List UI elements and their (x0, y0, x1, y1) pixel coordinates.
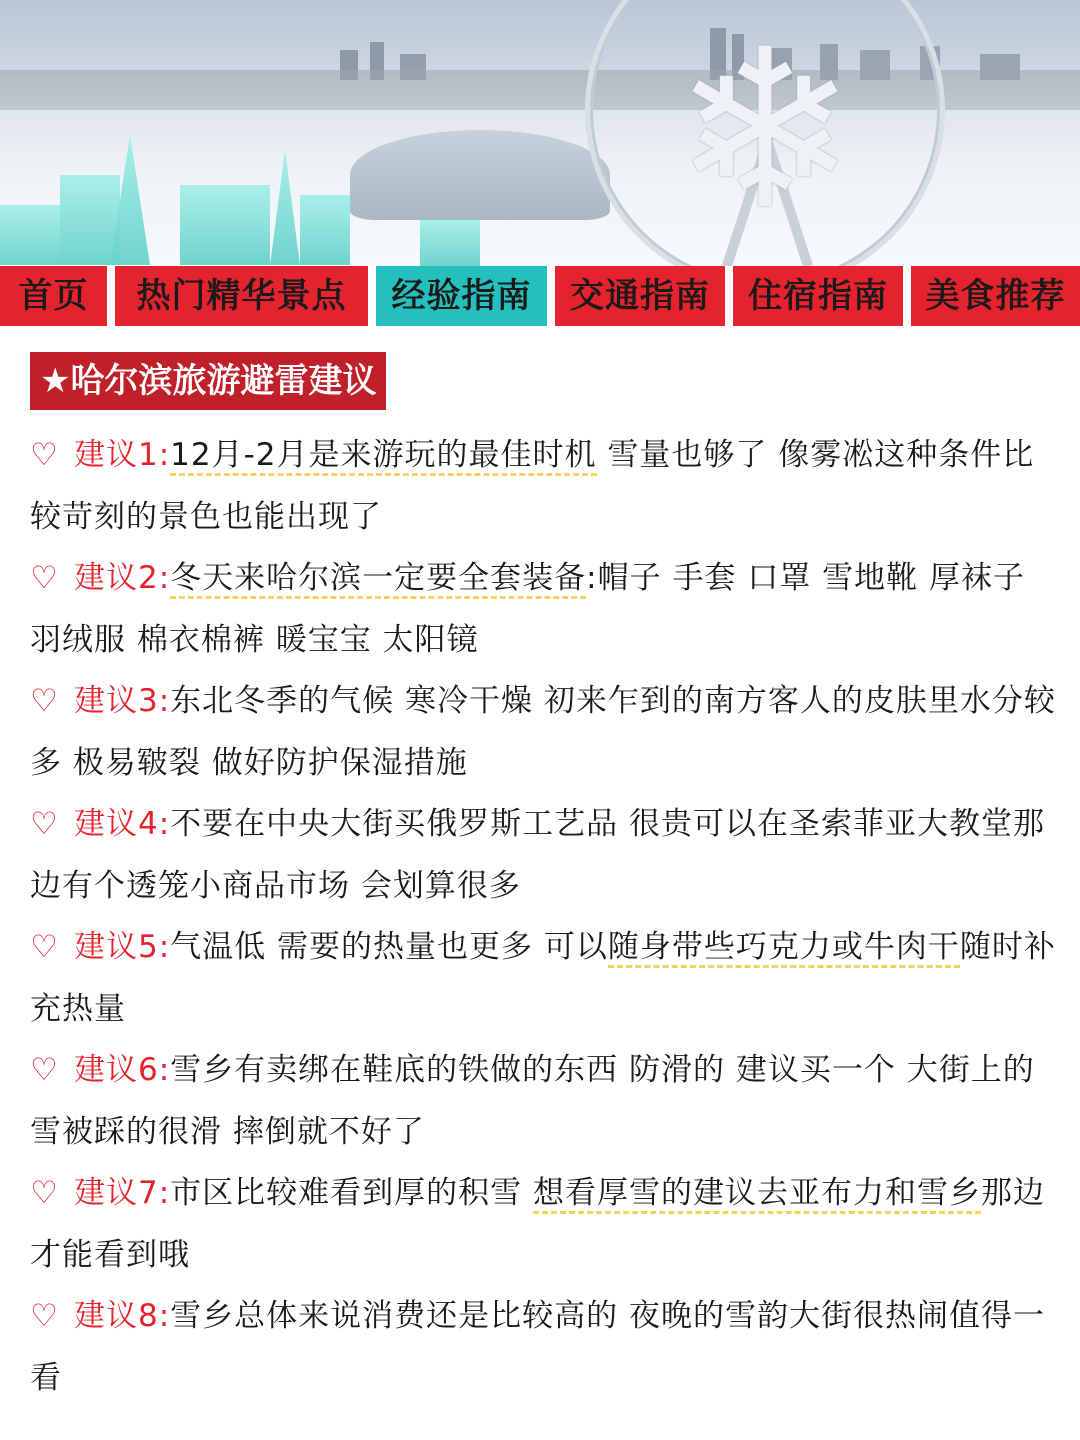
tip-text: 那边才能看到哦 (30, 1175, 1046, 1273)
tip-label: 建议7: (74, 1175, 171, 1211)
tip-item (30, 794, 1060, 917)
tab-bar (0, 266, 1080, 326)
tab-lodging-guide[interactable]: 住宿指南 (733, 266, 903, 326)
tip-label: 建议8: (74, 1298, 171, 1334)
snowflake-icon: ❄ (672, 2, 858, 258)
tip-item (30, 1163, 1060, 1286)
tip-highlight-text: 想看厚雪的建议去亚布力和雪乡 (533, 1175, 981, 1214)
tip-item (30, 548, 1060, 671)
tab-transport-guide[interactable]: 交通指南 (555, 266, 725, 326)
tab-popular-spots[interactable]: 热门精华景点 (115, 266, 368, 326)
tip-label: 建议5: (74, 929, 171, 965)
ice-sculpture (420, 220, 480, 266)
heart-icon: ♡ (30, 1175, 59, 1211)
tips-list (30, 425, 1060, 1409)
tip-highlight-text: 随身带些巧克力或牛肉干 (608, 929, 960, 968)
heart-icon: ♡ (30, 806, 59, 842)
heart-icon: ♡ (30, 560, 59, 596)
tip-text: 气温低 需要的热量也更多 可以 (170, 929, 608, 965)
tip-text: 市区比较难看到厚的积雪 (170, 1175, 534, 1211)
tip-label: 建议6: (74, 1052, 171, 1088)
tip-item (30, 917, 1060, 1040)
tip-text: 雪乡总体来说消费还是比较高的 夜晚的雪韵大街很热闹值得一看 (30, 1298, 1046, 1396)
tip-text: 不要在中央大街买俄罗斯工艺品 很贵可以在圣索菲亚大教堂那边有个透笼小商品市场 会划算很多 (30, 806, 1046, 904)
tip-text: 随时补充热量 (30, 929, 1056, 1027)
ice-sculpture (0, 205, 60, 265)
ice-sculpture (180, 185, 270, 265)
tip-text: 雪量也够了 像雾凇这种条件比较苛刻的景色也能出现了 (30, 437, 1035, 535)
dome-building (350, 130, 610, 220)
tip-label: 建议2: (74, 560, 171, 596)
hero-image (0, 0, 1080, 266)
tab-food-recommend[interactable]: 美食推荐 (911, 266, 1080, 326)
tip-item (30, 671, 1060, 794)
tip-text: :帽子 手套 口罩 雪地靴 厚袜子 羽绒服 棉衣棉裤 暖宝宝 太阳镜 (30, 560, 1026, 658)
tip-text: 雪乡有卖绑在鞋底的铁做的东西 防滑的 建议买一个 大街上的雪被踩的很滑 摔倒就不好了 (30, 1052, 1035, 1150)
tip-item (30, 1286, 1060, 1409)
tip-item (30, 1040, 1060, 1163)
tip-text: 东北冬季的气候 寒冷干燥 初来乍到的南方客人的皮肤里水分较多 极易皲裂 做好防护保湿措施 (30, 683, 1056, 781)
ice-sculpture (300, 195, 350, 265)
heart-icon: ♡ (30, 929, 59, 965)
section-title: ★哈尔滨旅游避雷建议 (30, 352, 386, 410)
tab-home[interactable]: 首页 (0, 266, 107, 326)
heart-icon: ♡ (30, 1298, 59, 1334)
tip-label: 建议3: (74, 683, 171, 719)
tab-experience-guide[interactable]: 经验指南 (376, 266, 547, 326)
tip-item (30, 425, 1060, 548)
tip-highlight-text: 12月-2月是来游玩的最佳时机 (170, 437, 596, 476)
heart-icon: ♡ (30, 1052, 59, 1088)
heart-icon: ♡ (30, 437, 59, 473)
heart-icon: ♡ (30, 683, 59, 719)
tip-label: 建议1: (74, 437, 171, 473)
tip-label: 建议4: (74, 806, 171, 842)
ice-sculpture (60, 175, 120, 265)
tip-highlight-text: 冬天来哈尔滨一定要全套装备 (170, 560, 586, 599)
